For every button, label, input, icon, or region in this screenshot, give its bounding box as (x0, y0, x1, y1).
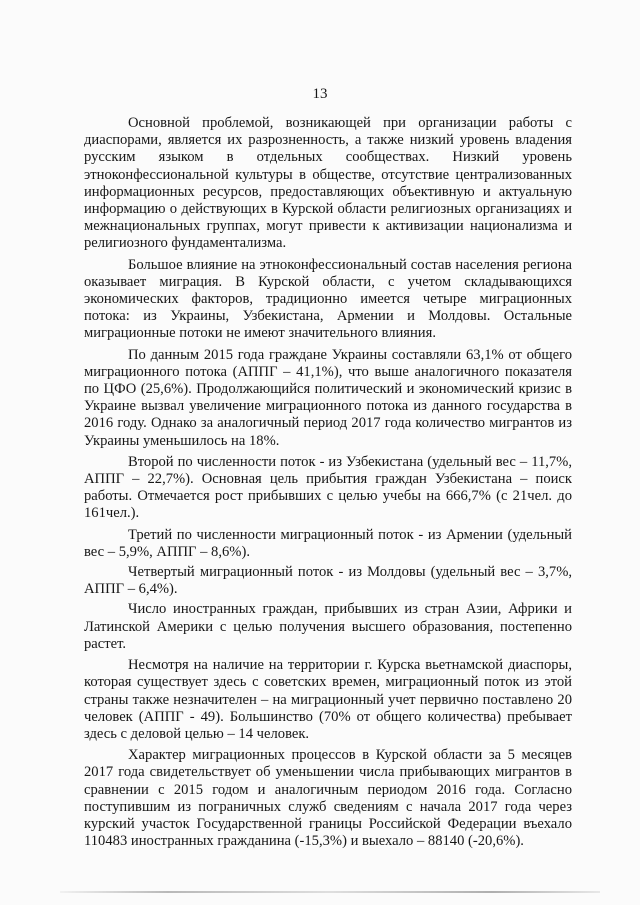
document-body (84, 115, 572, 854)
page-number: 13 (312, 86, 328, 102)
paragraph-migration-influence: Большое влияние на этноконфессиональный состав населения региона оказывает миграция. В Курской области, с учетом складывающихся экономических факторов, традиционно имеется четыре миграционных потока: из Украины, Узбекистана, Армении и Молдовы. Остальные миграционные потоки не имеют значительного влияния. (84, 256, 572, 342)
paragraph-migration-character: Характер миграционных процессов в Курской области за 5 месяцев 2017 года свидетельствует об уменьшении числа прибывающих мигрантов в сравнении с 2015 годом и аналогичным периодом 2016 года. Согласно поступившим из пограничных служб сведениям с начала 2017 года через курский участок Государственной границы Российской Федерации въехало 110483 иностранных гражданина (-15,3%) и выехало – 88140 (-20,6%). (84, 747, 572, 850)
scan-edge-artifact (60, 891, 600, 893)
paragraph-vietnam-diaspora: Несмотря на наличие на территории г. Курска вьетнамской диаспоры, которая существует здесь с советских времен, миграционный поток из этой страны также незначителен – на миграционный учет первично поставлено 20 человек (АППГ - 49). Большинство (70% от общего количества) пребывает здесь с деловой целью – 14 человек. (84, 657, 572, 742)
paragraph-ukraine-flow: По данным 2015 года граждане Украины составляли 63,1% от общего миграционного потока (АППГ – 41,1%), что выше аналогичного показателя по ЦФО (25,6%). Продолжающийся политический и экономический кризис в Украине вызвал увеличение миграционного потока из данного государства в 2016 году. Однако за аналогичный период 2017 года количество мигрантов из Украины уменьшилось на 18%. (84, 346, 572, 449)
paragraph-students: Число иностранных граждан, прибывших из стран Азии, Африки и Латинской Америки с целью получения высшего образования, постепенно растет. (84, 601, 572, 652)
paragraph-moldova-flow: Четвертый миграционный поток - из Молдовы (удельный вес – 3,7%, АППГ – 6,4%). (84, 564, 572, 598)
paragraph-armenia-flow: Третий по численности миграционный поток - из Армении (удельный вес – 5,9%, АППГ – 8,6%). (84, 526, 572, 560)
paragraph-diaspora-problem: Основной проблемой, возникающей при организации работы с диаспорами, является их разрозненность, а также низкий уровень владения русским языком в отдельных сообществах. Низкий уровень этноконфессиональной культуры в обществе, отсутствие централизованных информационных ресурсов, предоставляющих объективную и актуальную информацию о действующих в Курской области религиозных организациях и межнациональных группах, могут привести к активизации национализма и религиозного фундаментализма. (84, 115, 572, 252)
paragraph-uzbekistan-flow: Второй по численности поток - из Узбекистана (удельный вес – 11,7%, АППГ – 22,7%). Основная цель прибытия граждан Узбекистана – поиск работы. Отмечается рост прибывших с целью учебы на 666,7% (с 21чел. до 161чел.). (84, 453, 572, 522)
